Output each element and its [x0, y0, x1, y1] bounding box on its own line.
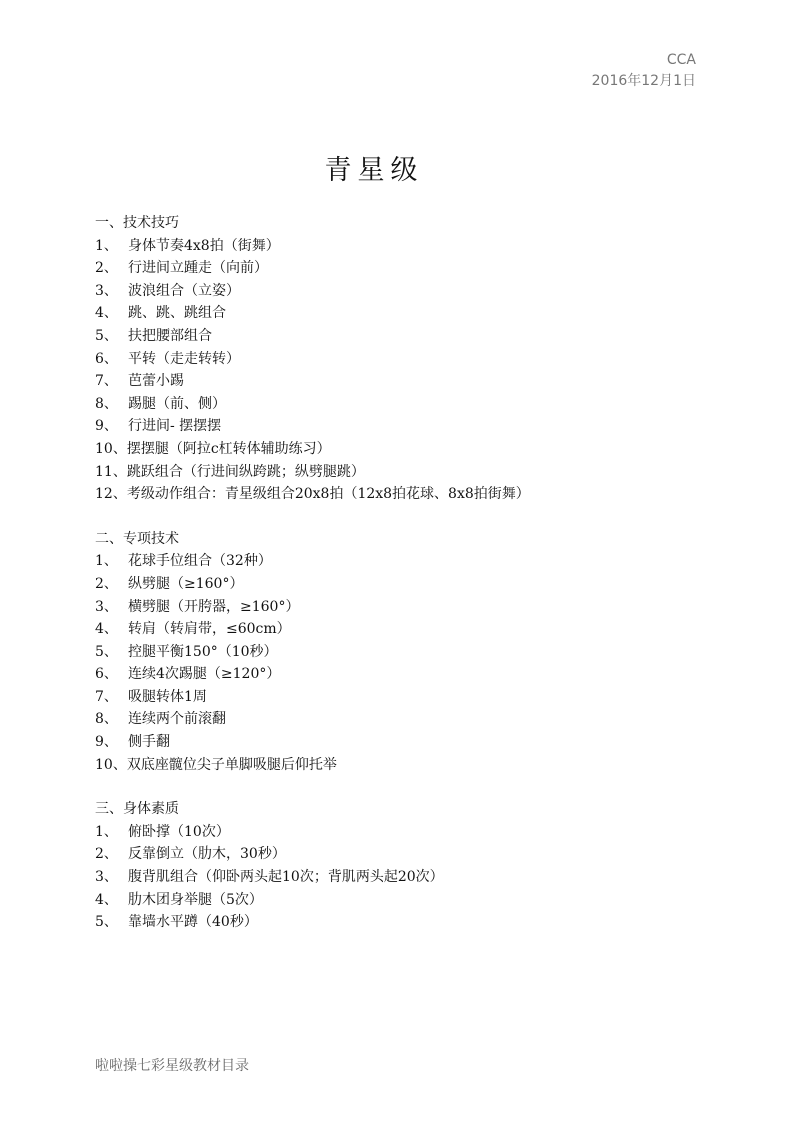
list-item — [95, 618, 735, 641]
item-text: 踢腿（前、侧） — [128, 395, 226, 412]
document-body — [95, 212, 735, 956]
item-number: 1、 — [95, 237, 118, 254]
list-item — [95, 461, 735, 484]
page-title: 青星级 — [324, 155, 424, 186]
list-item — [95, 370, 735, 393]
item-number: 12、 — [95, 486, 127, 503]
item-text: 花球手位组合（32种） — [128, 553, 272, 570]
section-special-techniques — [95, 528, 735, 777]
item-text: 摆摆腿（阿拉c杠转体辅助练习） — [126, 440, 331, 457]
list-item — [95, 686, 735, 709]
item-text: 跳、跳、跳组合 — [128, 305, 226, 322]
item-number: 4、 — [95, 621, 118, 638]
item-number: 7、 — [95, 373, 118, 390]
item-text: 靠墙水平蹲（40秒） — [128, 914, 258, 931]
item-text: 反靠倒立（肋木，30秒） — [128, 846, 286, 863]
list-item — [95, 393, 735, 416]
item-number: 2、 — [95, 260, 118, 277]
section-technical-skills — [95, 212, 735, 506]
item-text: 行进间立踵走（向前） — [128, 260, 268, 277]
item-text: 扶把腰部组合 — [128, 327, 212, 344]
item-text: 俯卧撑（10次） — [128, 823, 230, 840]
item-text: 双底座髋位尖子单脚吸腿后仰托举 — [126, 756, 337, 773]
item-text: 连续两个前滚翻 — [128, 711, 226, 728]
section-title: 三、身体素质 — [95, 801, 179, 818]
item-text: 侧手翻 — [128, 734, 170, 751]
org-label: CCA — [666, 52, 696, 68]
item-number: 5、 — [95, 914, 118, 931]
item-number: 2、 — [95, 575, 118, 592]
item-number: 3、 — [95, 598, 118, 615]
document-footer: 啦啦操七彩星级教材目录 — [95, 1058, 249, 1074]
list-item — [95, 325, 735, 348]
item-text: 跳跃组合（行进间纵跨跳；纵劈腿跳） — [126, 463, 365, 480]
item-number: 5、 — [95, 327, 118, 344]
item-number: 6、 — [95, 666, 118, 683]
list-item — [95, 596, 735, 619]
item-text: 吸腿转体1周 — [128, 688, 207, 705]
list-item — [95, 438, 735, 461]
section-title: 二、专项技术 — [95, 530, 179, 547]
item-number: 7、 — [95, 688, 118, 705]
list-item — [95, 280, 735, 303]
item-number: 5、 — [95, 643, 118, 660]
item-text: 芭蕾小踢 — [128, 373, 184, 390]
document-header — [592, 50, 696, 92]
list-item — [95, 708, 735, 731]
item-text: 转肩（转肩带，≤60cm） — [128, 621, 291, 638]
item-text: 控腿平衡150°（10秒） — [128, 643, 278, 660]
item-text: 纵劈腿（≥160°） — [128, 575, 244, 592]
item-text: 身体节奏4x8拍（街舞） — [128, 237, 280, 254]
item-number: 8、 — [95, 395, 118, 412]
item-text: 波浪组合（立姿） — [128, 282, 240, 299]
list-item — [95, 843, 735, 866]
item-text: 行进间- 摆摆摆 — [128, 418, 222, 435]
item-text: 腹背肌组合（仰卧两头起10次；背肌两头起20次） — [128, 869, 444, 886]
list-item — [95, 415, 735, 438]
item-number: 3、 — [95, 869, 118, 886]
item-number: 9、 — [95, 734, 118, 751]
item-number: 9、 — [95, 418, 118, 435]
list-item — [95, 866, 735, 889]
list-item — [95, 889, 735, 912]
section-title: 一、技术技巧 — [95, 215, 179, 231]
list-item — [95, 731, 735, 754]
section-physical-fitness — [95, 798, 735, 934]
list-item — [95, 550, 735, 573]
item-number: 10、 — [95, 440, 127, 457]
list-item — [95, 754, 735, 777]
item-number: 6、 — [95, 350, 118, 367]
item-number: 10、 — [95, 756, 127, 773]
item-number: 3、 — [95, 282, 118, 299]
item-number: 2、 — [95, 846, 118, 863]
list-item — [95, 348, 735, 371]
item-text: 连续4次踢腿（≥120°） — [128, 666, 281, 683]
item-text: 平转（走走转转） — [128, 350, 240, 367]
document-date: 2016年12月1日 — [591, 73, 696, 89]
list-item — [95, 483, 735, 506]
list-item — [95, 641, 735, 664]
item-number: 1、 — [95, 823, 118, 840]
item-number: 1、 — [95, 553, 118, 570]
list-item — [95, 663, 735, 686]
item-number: 11、 — [95, 463, 127, 480]
list-item — [95, 302, 735, 325]
item-number: 8、 — [95, 711, 118, 728]
list-item — [95, 911, 735, 934]
item-text: 肋木团身举腿（5次） — [128, 891, 263, 908]
item-number: 4、 — [95, 305, 118, 322]
item-number: 4、 — [95, 891, 118, 908]
item-text: 考级动作组合：青星级组合20x8拍（12x8拍花球、8x8拍街舞） — [126, 486, 530, 503]
item-text: 横劈腿（开胯器，≥160°） — [128, 598, 300, 615]
list-item — [95, 257, 735, 280]
list-item — [95, 821, 735, 844]
list-item — [95, 573, 735, 596]
list-item — [95, 235, 735, 258]
